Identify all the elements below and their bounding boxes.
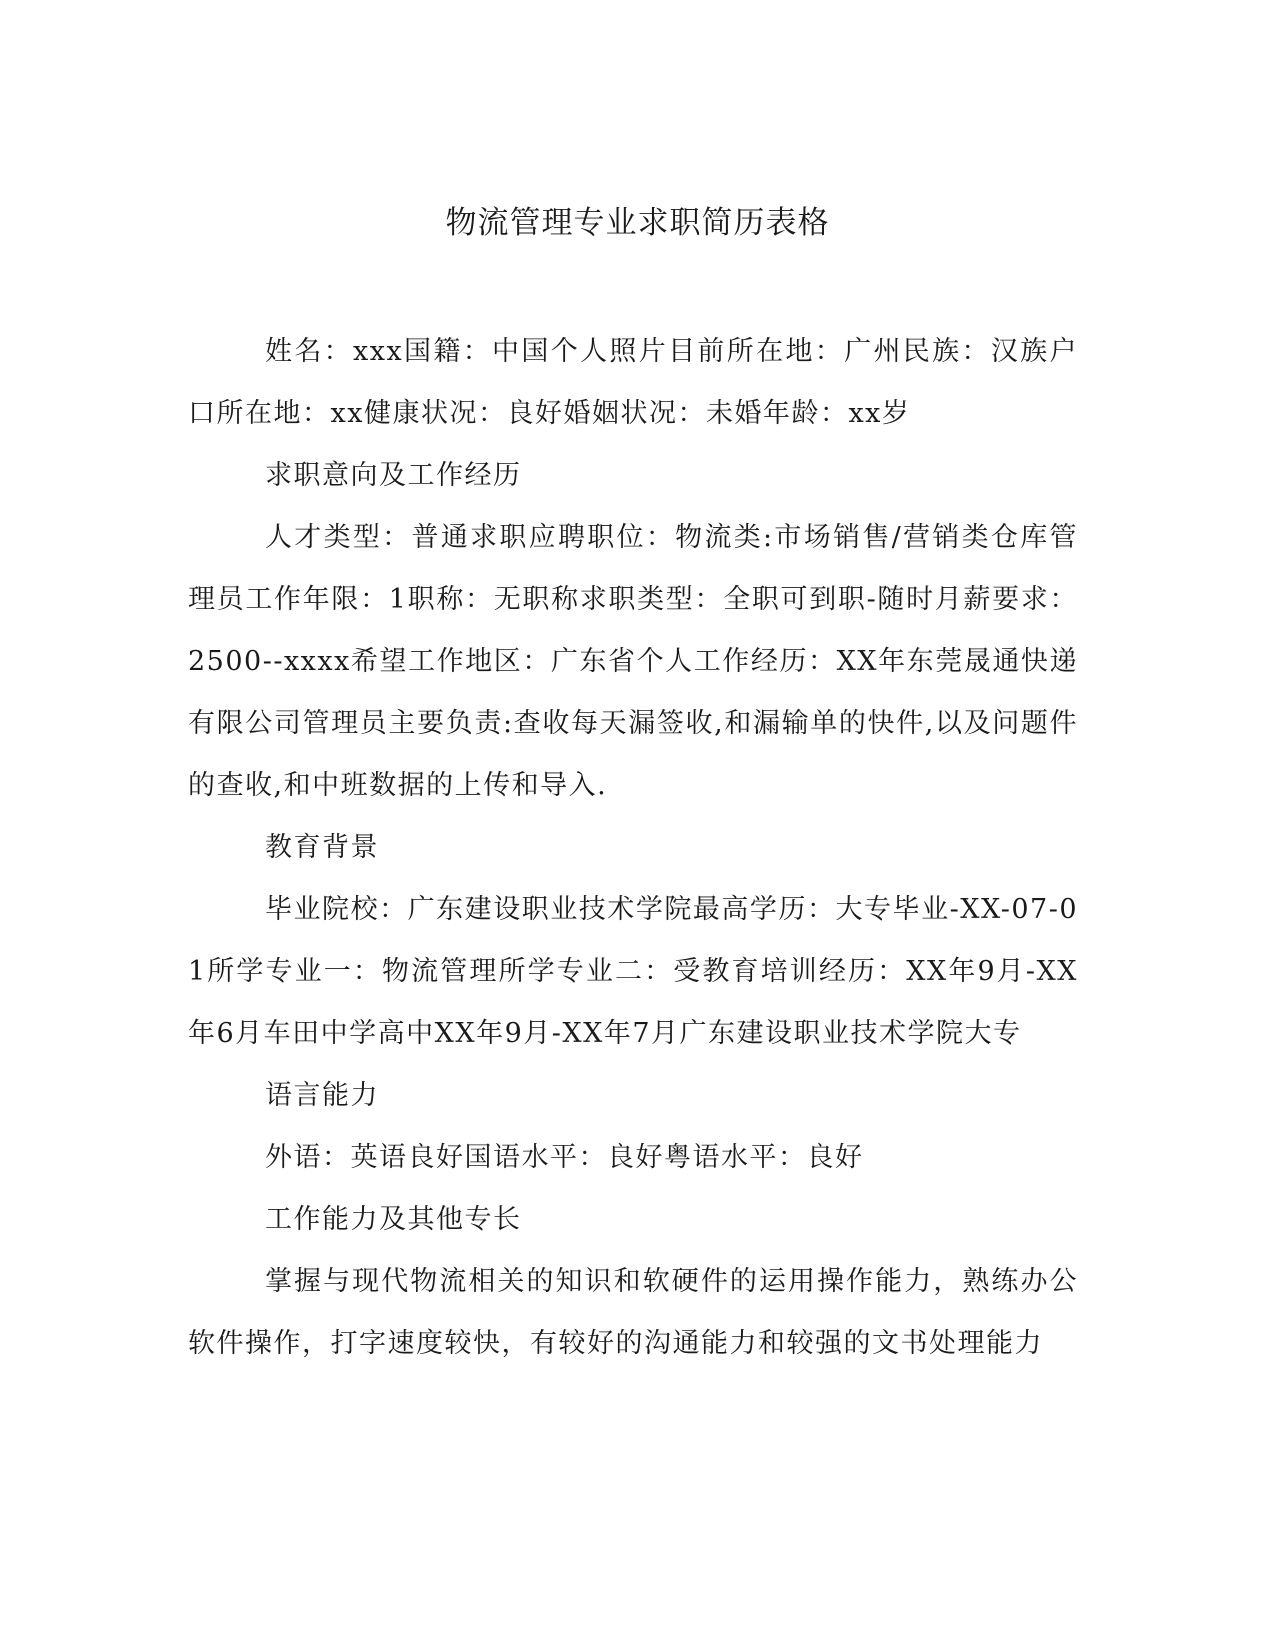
personal-info-paragraph: 姓名：xxx国籍：中国个人照片目前所在地：广州民族：汉族户口所在地：xx健康状况：良好婚姻状况：未婚年龄：xx岁 <box>188 336 1078 429</box>
document-title: 物流管理专业求职简历表格 <box>445 205 830 241</box>
language-paragraph: 外语：英语良好国语水平：良好粤语水平：良好 <box>265 1142 864 1173</box>
job-experience-paragraph: 人才类型：普通求职应聘职位：物流类:市场销售/营销类仓库管理员工作年限：1职称：无职称求职类型：全职可到职-随时月薪要求：2500--xxxx希望工作地区：广东省个人工作经历：XX年东莞晟通快递有限公司管理员主要负责:查收每天漏签收,和漏输单的快件,以及问题件的查收,和中班数据的上传和导入. <box>188 522 1078 801</box>
document-body <box>188 321 1078 1375</box>
section-heading-education: 教育背景 <box>265 832 379 863</box>
section-heading-job-intention: 求职意向及工作经历 <box>265 460 522 491</box>
section-heading-language: 语言能力 <box>265 1080 379 1111</box>
education-paragraph: 毕业院校：广东建设职业技术学院最高学历：大专毕业-XX-07-01所学专业一：物流管理所学专业二：受教育培训经历：XX年9月-XX年6月车田中学高中XX年9月-XX年7月广东建设职业技术学院大专 <box>188 894 1078 1049</box>
section-heading-skills: 工作能力及其他专长 <box>265 1204 522 1235</box>
skills-paragraph: 掌握与现代物流相关的知识和软硬件的运用操作能力，熟练办公软件操作，打字速度较快，有较好的沟通能力和较强的文书处理能力 <box>188 1266 1078 1359</box>
